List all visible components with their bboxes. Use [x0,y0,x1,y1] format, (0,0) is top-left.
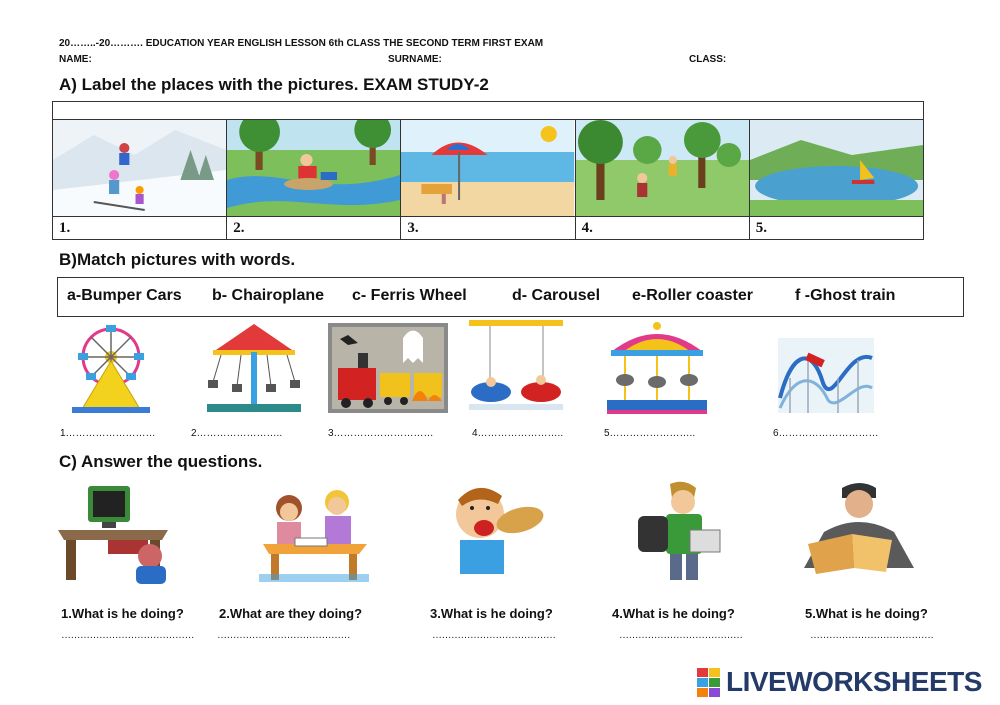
word-ghost-train: f -Ghost train [795,287,896,304]
place-label-1: 1. [53,217,227,240]
section-a-title: A) Label the places with the pictures. EXAM STUDY-2 [59,75,489,94]
word-bank [57,277,964,317]
place-label-4: 4. [575,217,749,240]
answer-line-3[interactable]: ………………………………… [432,630,556,641]
river-scene-icon [227,120,400,216]
match-blank-4[interactable]: 4…………………….. [472,428,564,439]
place-label-2: 2. [227,217,401,240]
beach-scene-icon [401,120,574,216]
answer-line-5[interactable]: ………………………………… [810,630,934,641]
ghost-train-icon [328,323,448,413]
question-4: 4.What is he doing? [612,606,735,621]
chairoplane-icon [203,322,305,414]
places-table [52,101,924,240]
answer-line-4[interactable]: ………………………………… [619,630,743,641]
question-5: 5.What is he doing? [805,606,928,621]
snow-scene-icon [53,120,226,216]
word-carousel: d- Carousel [512,287,601,304]
match-blank-6[interactable]: 6………………………… [773,428,879,439]
place-picture-4 [575,120,749,217]
place-picture-1 [53,120,227,217]
boy-eating-icon [440,482,550,577]
place-picture-3 [401,120,575,217]
brand-name: LIVEWORKSHEETS [726,666,982,697]
word-ferris-wheel: c- Ferris Wheel [352,287,467,304]
place-label-3: 3. [401,217,575,240]
answer-line-1[interactable]: …………………………………… [61,630,194,641]
class-label: CLASS: [689,54,727,65]
roller-coaster-icon [778,338,874,413]
match-blank-3[interactable]: 3………………………… [328,428,434,439]
word-bumper-cars: a-Bumper Cars [67,287,182,304]
exam-title: 20……..-20………. EDUCATION YEAR ENGLISH LESSON 6th CLASS THE SECOND TERM FIRST EXAM [59,38,544,49]
match-blank-5[interactable]: 5…………………….. [604,428,696,439]
question-3: 3.What is he doing? [430,606,553,621]
girls-studying-icon [255,488,373,583]
bumper-cars-icon [465,320,567,415]
match-blank-2[interactable]: 2…………………….. [191,428,283,439]
section-c-title: C) Answer the questions. [59,452,263,471]
boy-computer-icon [58,484,178,586]
boy-backpack-icon [628,480,732,582]
man-reading-icon [802,482,920,577]
place-picture-5 [749,120,923,217]
ferris-wheel-icon [62,325,160,413]
answer-line-2[interactable]: …………………………………… [217,630,350,641]
surname-label: SURNAME: [388,54,442,65]
question-1: 1.What is he doing? [61,606,184,621]
section-b-title: B)Match pictures with words. [59,250,296,269]
table-top-row [53,102,924,120]
match-blank-1[interactable]: 1……………………… [60,428,156,439]
name-label: NAME: [59,54,92,65]
place-label-5: 5. [749,217,923,240]
question-2: 2.What are they doing? [219,606,363,621]
forest-scene-icon [576,120,749,216]
carousel-icon [603,322,711,418]
word-chairoplane: b- Chairoplane [212,287,325,304]
lake-scene-icon [750,120,923,216]
word-roller-coaster: e-Roller coaster [632,287,753,304]
place-picture-2 [227,120,401,217]
liveworksheets-logo-icon [697,668,721,698]
